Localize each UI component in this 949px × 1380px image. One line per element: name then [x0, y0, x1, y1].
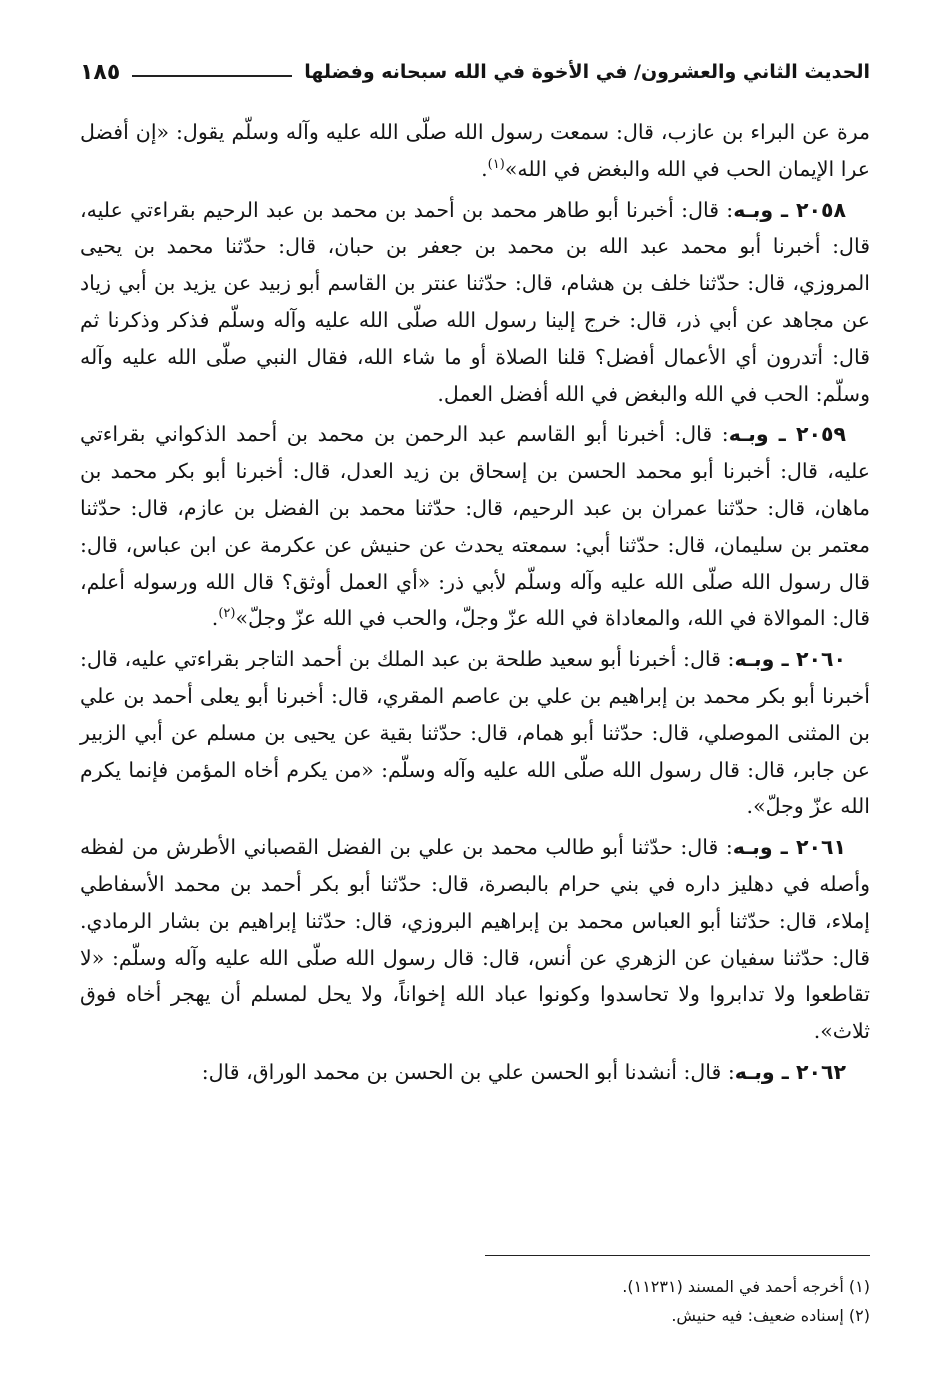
paragraph-text: مرة عن البراء بن عازب، قال: سمعت رسول الله صلّى الله عليه وآله وسلّم يقول: «إن أفضل عرا الإيمان الحب في الله والبغض في الله»: [80, 120, 870, 181]
paragraph-text: : قال: أخبرنا أبو طاهر محمد بن أحمد بن محمد بن عبد الرحيم بقراءتي عليه، قال: أخبرنا أبو محمد عبد الله بن محمد بن جعفر بن حبان، قال: حدّثنا محمد بن يحيى المروزي، قال: حدّثنا خلف بن هشام، قال: حدّثنا عنتر بن القاسم أبو زبيد عن يزيد بن أبي زياد عن مجاهد عن أبي ذر، قال: خرج إلينا رسول الله صلّى الله عليه وآله وسلّم فذكر وذكرنا ثم قال: أتدرون أي الأعمال أفضل؟ قلنا الصلاة أو ما شاء الله، فقال النبي صلّى الله عليه وآله وسلّم: الحب في الله والبغض في الله أفضل العمل.: [80, 197, 870, 406]
paragraph-tail: .: [481, 156, 488, 181]
running-header: [80, 50, 870, 94]
paragraph-continuation: [80, 114, 870, 188]
hadith-2059: [80, 416, 870, 637]
paragraph-text: : قال: أخبرنا أبو سعيد طلحة بن عبد الملك بن أحمد التاجر بقراءتي عليه، قال: أخبرنا أبو بكر محمد بن إبراهيم بن علي بن عاصم المقري، قال: أخبرنا أبو يعلى أحمد بن علي بن المثنى الموصلي، قال: حدّثنا أبو همام، قال: حدّثنا بقية عن يحيى بن مسلم عن أبي الزبير عن جابر، قال: قال رسول الله صلّى الله عليه وآله وسلّم: «من يكرم أخاه المؤمن فإنما يكرم الله عزّ وجلّ».: [80, 647, 870, 819]
hadith-2058: [80, 192, 870, 413]
header-rule: [132, 75, 292, 77]
footnote-2: (٢) إسناده ضعيف: فيه حنيش.: [671, 1306, 870, 1325]
hadith-2062: [80, 1054, 870, 1091]
paragraph-text: : قال: أخبرنا أبو القاسم عبد الرحمن بن محمد بن أحمد الذكواني بقراءتي عليه، قال: أخبرنا أبو محمد الحسن بن إسحاق بن زيد العدل، قال: أخبرنا أبو بكر محمد بن ماهان، قال: حدّثنا عمران بن عبد الرحيم، قال: حدّثنا محمد بن الفضل بن عازم، قال: حدّثنا معتمر بن سليمان، قال: حدّثنا أبي: سمعته يحدث عن حنيش عن عكرمة عن ابن عباس، قال: قال رسول الله صلّى الله عليه وآله وسلّم لأبي ذر: «أي العمل أوثق؟ قال الله ورسوله أعلم، قال: الموالاة في الله، والمعاداة في الله عزّ وجلّ، والحب في الله عزّ وجلّ»: [80, 422, 870, 631]
paragraph-text: : قال: أنشدنا أبو الحسن علي بن الحسن بن محمد الوراق، قال:: [201, 1059, 735, 1084]
body-text: [80, 114, 870, 1091]
hadith-number: ٢٠٦٠ ـ وبـه: [734, 647, 846, 672]
hadith-number: ٢٠٥٨ ـ وبـه: [733, 197, 846, 222]
hadith-number: ٢٠٦٢ ـ وبـه: [734, 1059, 846, 1084]
book-page: [80, 50, 870, 1350]
page-number: ١٨٥: [80, 59, 121, 85]
paragraph-text: : قال: حدّثنا أبو طالب محمد بن علي بن الفضل القصباني الأطرش من لفظه وأصله في دهليز داره في بني حرام بالبصرة، قال: حدّثنا أبو بكر أحمد بن محمد الأسفاطي إملاء، قال: حدّثنا أبو العباس محمد بن إبراهيم البروزي، قال: حدّثنا إبراهيم بن بشار الرمادي. قال: حدّثنا سفيان عن الزهري عن أنس، قال: قال رسول الله صلّى الله عليه وآله وسلّم: «لا تقاطعوا ولا تدابروا ولا تحاسدوا وكونوا عباد الله إخواناً، ولا يحل لمسلم أن يهجر أخاه فوق ثلاث».: [80, 835, 871, 1044]
footnote-1: (١) أخرجه أحمد في المسند (١١٢٣١).: [622, 1277, 870, 1296]
footnote-divider: [485, 1255, 870, 1256]
footnote-reference: (٢): [218, 606, 236, 622]
hadith-number: ٢٠٥٩ ـ وبـه: [728, 422, 846, 447]
footnotes: [80, 1272, 870, 1330]
paragraph-tail: .: [211, 606, 219, 631]
hadith-number: ٢٠٦١ ـ وبـه: [732, 835, 846, 860]
footnote-reference: (١): [487, 156, 505, 172]
hadith-2060: [80, 641, 870, 825]
header-title: الحديث الثاني والعشرون/ في الأخوة في الله سبحانه وفضلها: [304, 61, 870, 83]
hadith-2061: [80, 829, 870, 1050]
